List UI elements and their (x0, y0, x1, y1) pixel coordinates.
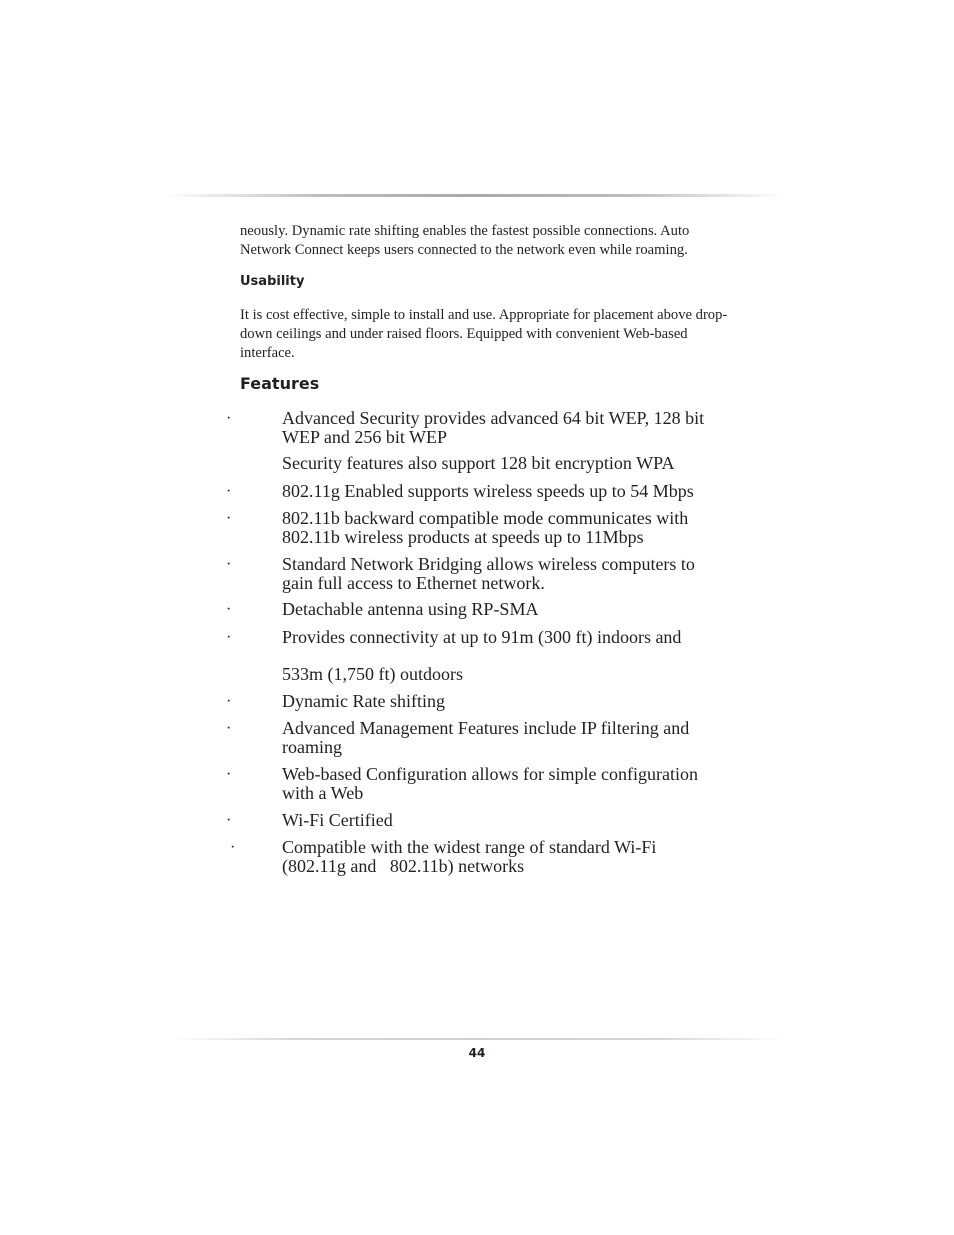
page-number: 44 (468, 1046, 486, 1060)
feature-item-wpa: Security features also support 128 bit encryption WPA (282, 453, 675, 473)
bullet-marker: · (226, 693, 232, 710)
feature-item-connectivity: Provides connectivity at up to 91m (300 ft) indoors and (282, 627, 682, 647)
feature-item-80211g: 802.11g Enabled supports wireless speeds up to 54 Mbps (282, 481, 694, 501)
intro-paragraph: neously. Dynamic rate shifting enables the fastest possible connections. Auto Network Connect keeps users connected to the network even while roaming. (240, 223, 690, 258)
bullet-marker: · (226, 483, 232, 500)
bullet-marker: · (230, 839, 236, 856)
bullet-marker: · (226, 410, 232, 427)
bottom-divider (170, 1038, 785, 1040)
feature-item-80211b: 802.11b backward compatible mode communicates with 802.11b wireless products at speeds up to 11Mbps (282, 508, 689, 547)
bullet-marker: · (226, 720, 232, 737)
feature-item-wifi-certified: Wi-Fi Certified (282, 810, 393, 830)
top-divider (165, 194, 785, 197)
feature-item-management: Advanced Management Features include IP filtering and roaming (282, 718, 690, 757)
feature-item-web-config: Web-based Configuration allows for simple configuration with a Web (282, 764, 698, 803)
feature-item-antenna: Detachable antenna using RP-SMA (282, 599, 539, 619)
feature-item-bridging: Standard Network Bridging allows wireless computers to gain full access to Ethernet network. (282, 554, 695, 593)
features-heading: Features (240, 374, 320, 393)
feature-item-security: Advanced Security provides advanced 64 bit WEP, 128 bit WEP and 256 bit WEP (282, 408, 705, 447)
feature-item-connectivity-outdoors: 533m (1,750 ft) outdoors (282, 664, 463, 684)
bullet-marker: · (226, 629, 232, 646)
feature-item-rate-shifting: Dynamic Rate shifting (282, 691, 445, 711)
bullet-marker: · (226, 556, 232, 573)
bullet-marker: · (226, 812, 232, 829)
bullet-marker: · (226, 510, 232, 527)
feature-item-compatibility: Compatible with the widest range of standard Wi-Fi (802.11g and 802.11b) networks (282, 837, 661, 876)
usability-heading: Usability (240, 274, 305, 289)
bullet-marker: · (226, 601, 232, 618)
bullet-marker: · (226, 766, 232, 783)
usability-paragraph: It is cost effective, simple to install and use. Appropriate for placement above drop-down ceilings and under raised floors. Equipped with convenient Web-based interface. (240, 307, 728, 361)
